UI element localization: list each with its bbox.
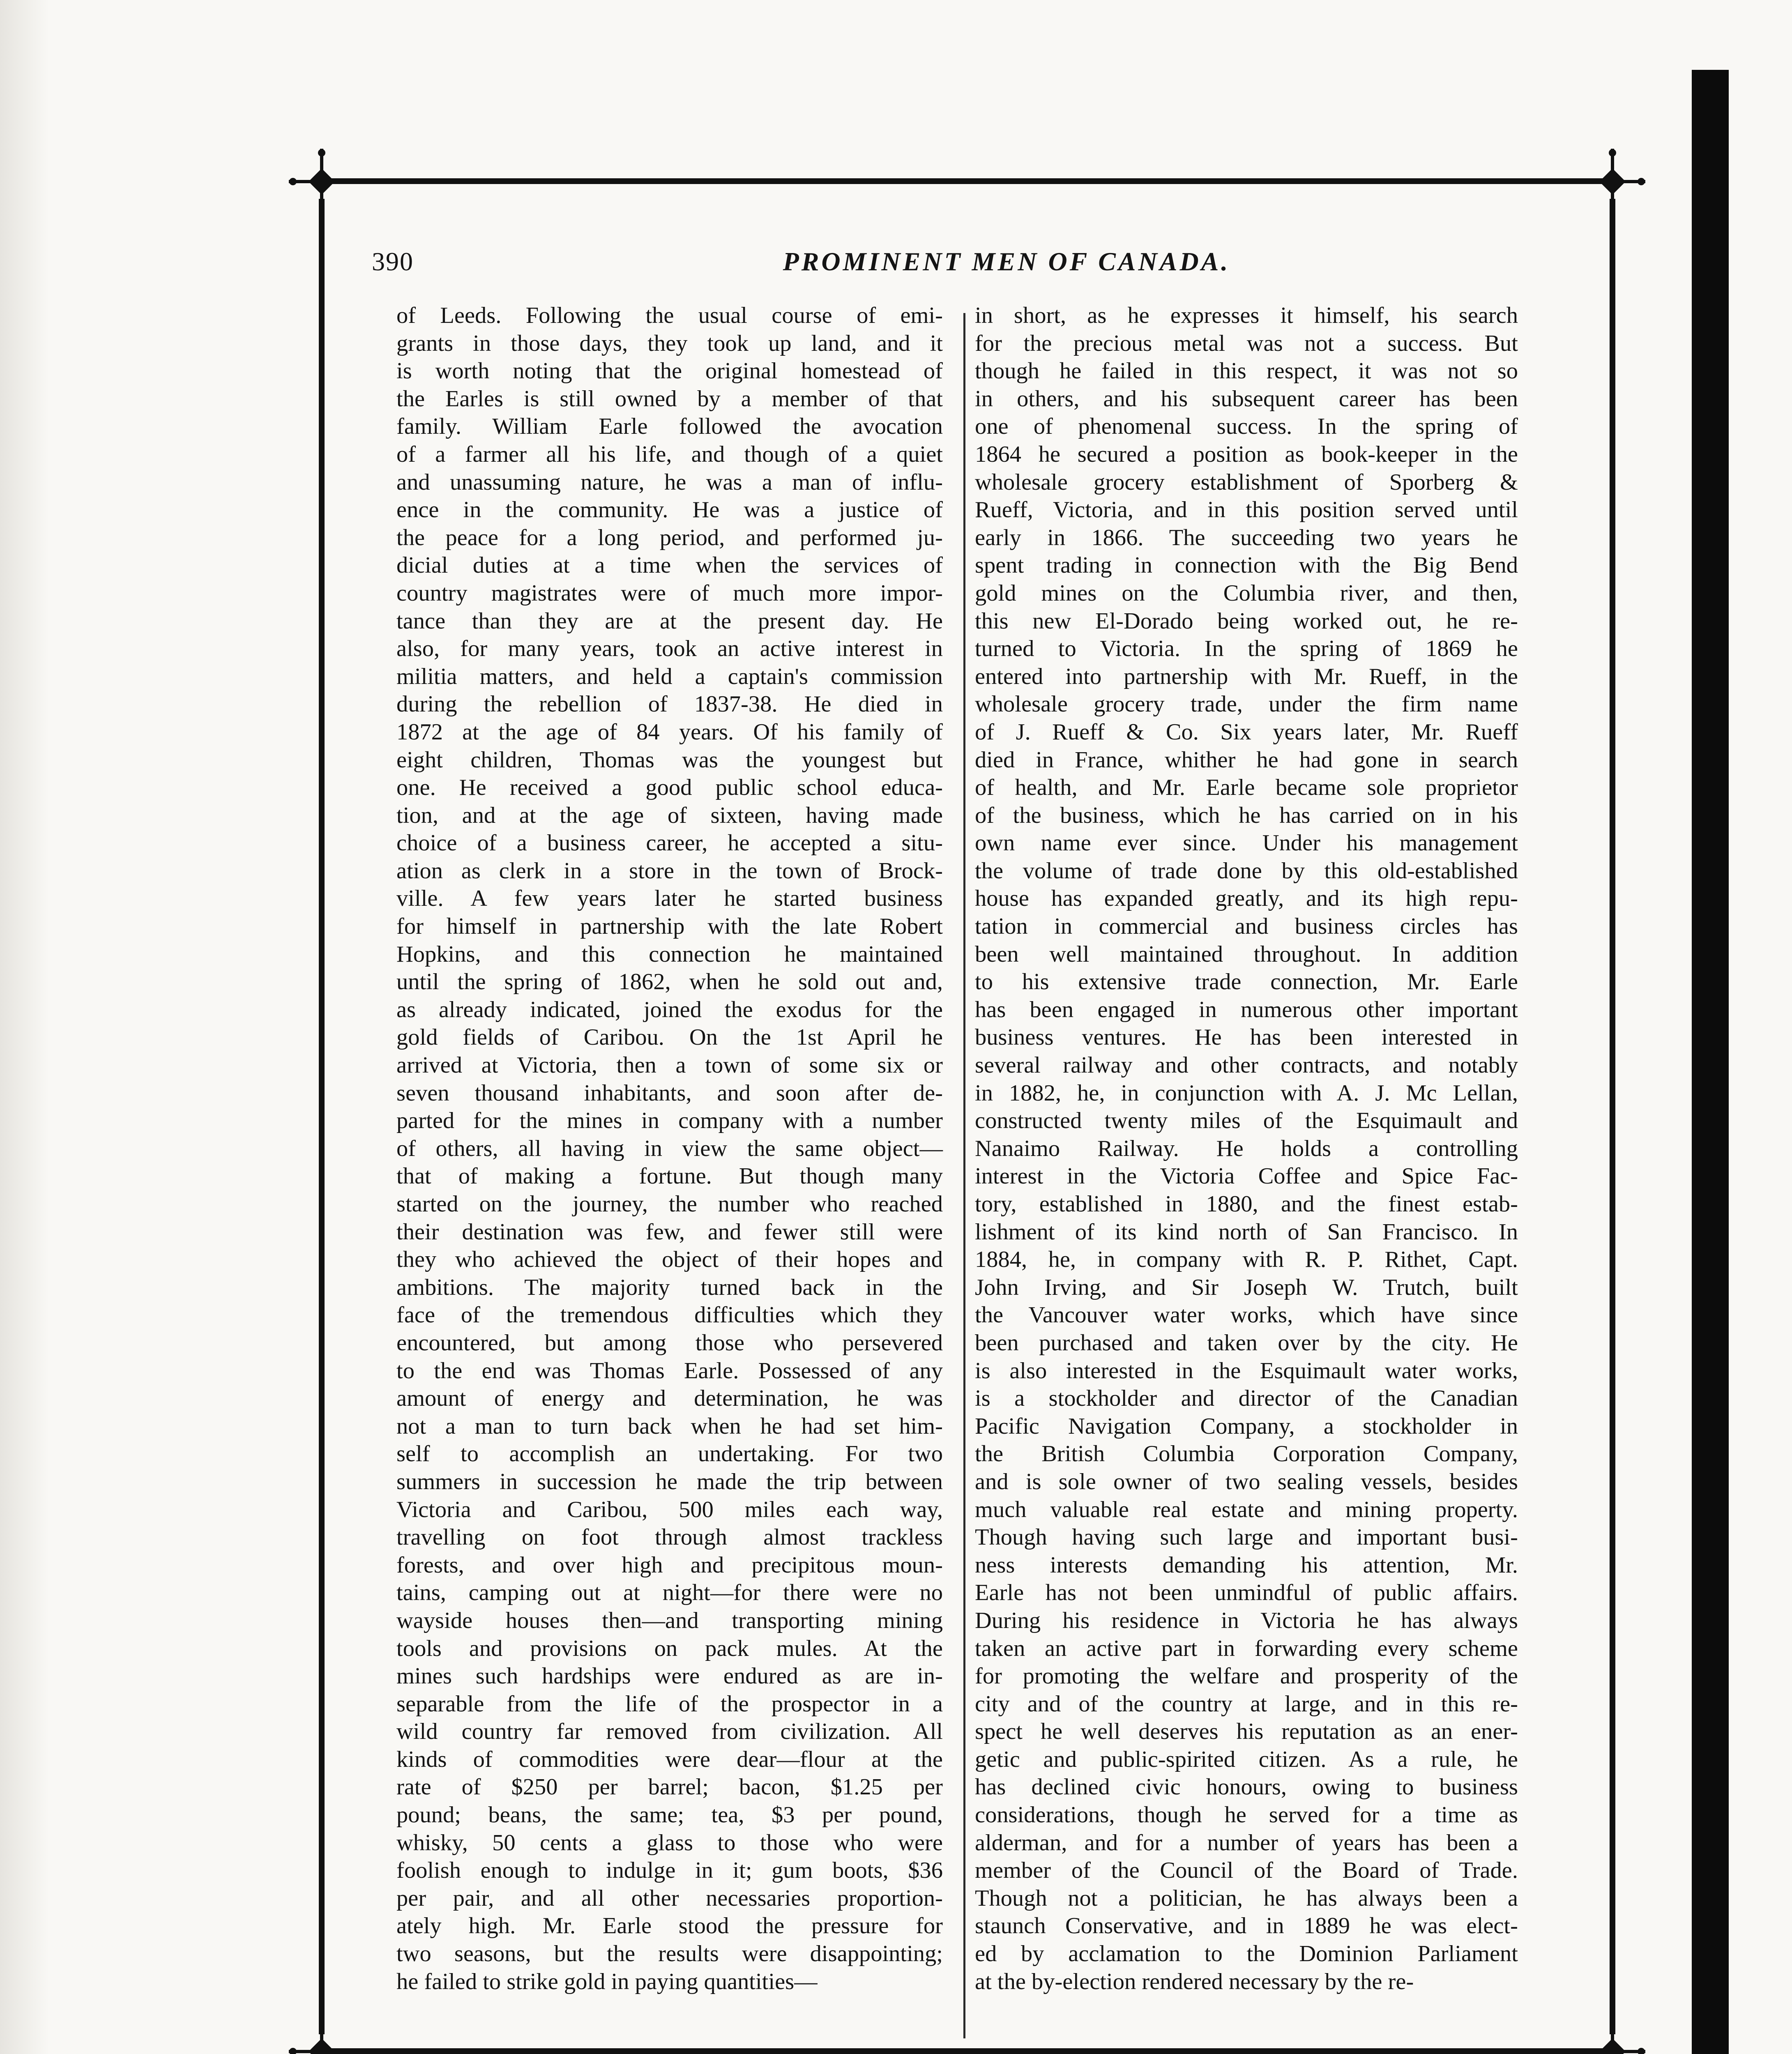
frame-corner-ornament-top-right (1580, 149, 1645, 214)
text-line: John Irving, and Sir Joseph W. Trutch, built (975, 1274, 1518, 1300)
text-line: turned to Victoria. In the spring of 1869 he (975, 636, 1518, 662)
text-line: Victoria and Caribou, 500 miles each way, (396, 1497, 943, 1522)
text-line: early in 1866. The succeeding two years he (975, 525, 1518, 550)
text-line: ed by acclamation to the Dominion Parliament (975, 1941, 1518, 1967)
text-line: business ventures. He has been interested in (975, 1025, 1518, 1050)
page-number: 390 (372, 247, 414, 276)
text-line: two seasons, but the results were disappointing; (396, 1941, 943, 1967)
text-line: one of phenomenal success. In the spring of (975, 414, 1518, 440)
text-line: not a man to turn back when he had set him- (396, 1413, 943, 1439)
text-line: they who achieved the object of their hopes and (396, 1247, 943, 1273)
text-line: is worth noting that the original homestead of (396, 358, 943, 384)
text-line: for the precious metal was not a success. But (975, 330, 1518, 356)
text-line: travelling on foot through almost trackless (396, 1524, 943, 1550)
text-line: house has expanded greatly, and its high repu- (975, 886, 1518, 912)
text-line: own name ever since. Under his management (975, 830, 1518, 856)
text-line: in 1882, he, in conjunction with A. J. Mc Lellan, (975, 1080, 1518, 1106)
text-line: tion, and at the age of sixteen, having made (396, 802, 943, 828)
text-line: of J. Rueff & Co. Six years later, Mr. Rueff (975, 719, 1518, 745)
text-line: summers in succession he made the trip between (396, 1469, 943, 1494)
text-line: spect he well deserves his reputation as an ener- (975, 1719, 1518, 1745)
text-line: ambitions. The majority turned back in the (396, 1274, 943, 1300)
text-line: and is sole owner of two sealing vessels, besides (975, 1469, 1518, 1494)
text-line: tains, camping out at night—for there were no (396, 1580, 943, 1606)
text-line: Nanaimo Railway. He holds a controlling (975, 1135, 1518, 1161)
text-line: the British Columbia Corporation Company, (975, 1441, 1518, 1467)
text-line: in short, as he expresses it himself, his search (975, 303, 1518, 328)
text-line: of others, all having in view the same object— (396, 1135, 943, 1161)
text-line: grants in those days, they took up land, and it (396, 330, 943, 356)
text-line: alderman, and for a number of years has been a (975, 1830, 1518, 1856)
text-line: choice of a business career, he accepted a situ- (396, 830, 943, 856)
text-line: their destination was few, and fewer still were (396, 1219, 943, 1245)
text-line: country magistrates were of much more impor- (396, 580, 943, 606)
text-line: died in France, whither he had gone in search (975, 747, 1518, 773)
text-line: ence in the community. He was a justice of (396, 497, 943, 523)
text-line: the volume of trade done by this old-established (975, 858, 1518, 884)
text-line: spent trading in connection with the Big Bend (975, 553, 1518, 578)
text-line: until the spring of 1862, when he sold out and, (396, 969, 943, 995)
text-line: is a stockholder and director of the Canadian (975, 1386, 1518, 1412)
frame-corner-ornament-top-left (289, 149, 355, 214)
text-line: for promoting the welfare and prosperity of the (975, 1663, 1518, 1689)
text-line: gold fields of Caribou. On the 1st April he (396, 1025, 943, 1050)
text-line: tation in commercial and business circles has (975, 914, 1518, 939)
text-line: several railway and other contracts, and notably (975, 1052, 1518, 1078)
text-line: interest in the Victoria Coffee and Spice Fac- (975, 1163, 1518, 1189)
text-line: Though not a politician, he has always been a (975, 1885, 1518, 1911)
text-line: staunch Conservative, and in 1889 he was elect- (975, 1913, 1518, 1939)
scan-edge-left (0, 0, 49, 2054)
frame-corner-ornament-bottom-right (1580, 2019, 1645, 2054)
frame-rule-right (1610, 199, 1615, 2034)
text-line: parted for the mines in company with a number (396, 1108, 943, 1134)
text-line: tance than they are at the present day. He (396, 608, 943, 634)
text-line: of Leeds. Following the usual course of emi- (396, 303, 943, 328)
text-line: been purchased and taken over by the city. He (975, 1330, 1518, 1356)
text-line: gold mines on the Columbia river, and then, (975, 580, 1518, 606)
text-line: to his extensive trade connection, Mr. Earle (975, 969, 1518, 995)
text-line: militia matters, and held a captain's commission (396, 663, 943, 689)
text-line: pound; beans, the same; tea, $3 per pound, (396, 1802, 943, 1828)
text-line: is also interested in the Esquimault water works, (975, 1358, 1518, 1384)
text-line: seven thousand inhabitants, and soon after de- (396, 1080, 943, 1106)
text-line: amount of energy and determination, he was (396, 1386, 943, 1412)
text-line: face of the tremendous difficulties which they (396, 1302, 943, 1328)
text-line: member of the Council of the Board of Trade. (975, 1858, 1518, 1884)
text-line: encountered, but among those who persevered (396, 1330, 943, 1356)
text-line: though he failed in this respect, it was not so (975, 358, 1518, 384)
text-line: of a farmer all his life, and though of a quiet (396, 441, 943, 467)
text-line: that of making a fortune. But though many (396, 1163, 943, 1189)
text-line: of health, and Mr. Earle became sole proprietor (975, 775, 1518, 801)
text-line: started on the journey, the number who reached (396, 1191, 943, 1217)
text-line: dicial duties at a time when the services of (396, 553, 943, 578)
text-line: tory, established in 1880, and the finest estab- (975, 1191, 1518, 1217)
text-line: Earle has not been unmindful of public affairs. (975, 1580, 1518, 1606)
text-line: also, for many years, took an active interest in (396, 636, 943, 662)
text-line: family. William Earle followed the avocation (396, 414, 943, 440)
text-line: wayside houses then—and transporting mining (396, 1607, 943, 1633)
text-line: kinds of commodities were dear—flour at the (396, 1746, 943, 1772)
text-line: ation as clerk in a store in the town of Brock- (396, 858, 943, 884)
running-head: PROMINENT MEN OF CANADA. (783, 247, 1230, 276)
text-line: foolish enough to indulge in it; gum boots, $36 (396, 1858, 943, 1884)
text-line: constructed twenty miles of the Esquimault and (975, 1108, 1518, 1134)
text-line: mines such hardships were endured as are in- (396, 1663, 943, 1689)
text-line: has been engaged in numerous other important (975, 997, 1518, 1022)
text-line: this new El-Dorado being worked out, he re- (975, 608, 1518, 634)
text-line: Hopkins, and this connection he maintained (396, 941, 943, 967)
text-line: wild country far removed from civilization. All (396, 1719, 943, 1745)
text-line: ately high. Mr. Earle stood the pressure for (396, 1913, 943, 1939)
text-line: forests, and over high and precipitous moun- (396, 1552, 943, 1578)
text-line: the peace for a long period, and performed ju- (396, 525, 943, 550)
text-line: getic and public-spirited citizen. As a rule, he (975, 1746, 1518, 1772)
text-line: wholesale grocery trade, under the firm name (975, 691, 1518, 717)
text-line: city and of the country at large, and in this re- (975, 1691, 1518, 1717)
text-line: entered into partnership with Mr. Rueff, in the (975, 663, 1518, 689)
text-line: and unassuming nature, he was a man of influ- (396, 469, 943, 495)
text-line: During his residence in Victoria he has always (975, 1607, 1518, 1633)
text-line: at the by-election rendered necessary by the re- (975, 1969, 1414, 1994)
text-column-left (396, 302, 943, 1996)
text-line: per pair, and all other necessaries proportion- (396, 1885, 943, 1911)
text-line: of the business, which he has carried on in his (975, 802, 1518, 828)
text-line: the Earles is still owned by a member of that (396, 386, 943, 412)
text-line: taken an active part in forwarding every scheme (975, 1635, 1518, 1661)
text-line: tools and provisions on pack mules. At the (396, 1635, 943, 1661)
column-divider (963, 313, 965, 2038)
text-line: Rueff, Victoria, and in this position served until (975, 497, 1518, 523)
text-line: ville. A few years later he started business (396, 886, 943, 912)
text-line: for himself in partnership with the late Robert (396, 914, 943, 939)
text-line: 1884, he, in company with R. P. Rithet, Capt. (975, 1247, 1518, 1273)
text-line: to the end was Thomas Earle. Possessed of any (396, 1358, 943, 1384)
frame-rule-left (319, 199, 325, 2034)
text-line: been well maintained throughout. In addition (975, 941, 1518, 967)
text-line: Pacific Navigation Company, a stockholder in (975, 1413, 1518, 1439)
text-line: much valuable real estate and mining property. (975, 1497, 1518, 1522)
text-line: during the rebellion of 1837-38. He died in (396, 691, 943, 717)
text-line: in others, and his subsequent career has been (975, 386, 1518, 412)
text-line: self to accomplish an undertaking. For two (396, 1441, 943, 1467)
text-line: Though having such large and important busi- (975, 1524, 1518, 1550)
text-line: whisky, 50 cents a glass to those who were (396, 1830, 943, 1856)
text-line: one. He received a good public school educa- (396, 775, 943, 801)
text-line: rate of $250 per barrel; bacon, $1.25 per (396, 1774, 943, 1800)
frame-corner-ornament-bottom-left (289, 2019, 355, 2054)
text-line: separable from the life of the prospector in a (396, 1691, 943, 1717)
text-line: as already indicated, joined the exodus for the (396, 997, 943, 1022)
text-line: considerations, though he served for a time as (975, 1802, 1518, 1828)
text-line: lishment of its kind north of San Francisco. In (975, 1219, 1518, 1245)
text-line: arrived at Victoria, then a town of some six or (396, 1052, 943, 1078)
frame-rule-bottom (329, 2048, 1606, 2054)
text-line: 1864 he secured a position as book-keeper in the (975, 441, 1518, 467)
text-line: has declined civic honours, owing to business (975, 1774, 1518, 1800)
text-column-right (975, 302, 1518, 1996)
text-line: ness interests demanding his attention, Mr. (975, 1552, 1518, 1578)
text-line: he failed to strike gold in paying quantities— (396, 1969, 818, 1994)
text-line: eight children, Thomas was the youngest but (396, 747, 943, 773)
frame-rule-top (329, 178, 1606, 184)
text-line: wholesale grocery establishment of Sporberg & (975, 469, 1518, 495)
text-line: 1872 at the age of 84 years. Of his family of (396, 719, 943, 745)
text-line: the Vancouver water works, which have since (975, 1302, 1518, 1328)
scan-binding-strip (1692, 70, 1729, 2054)
